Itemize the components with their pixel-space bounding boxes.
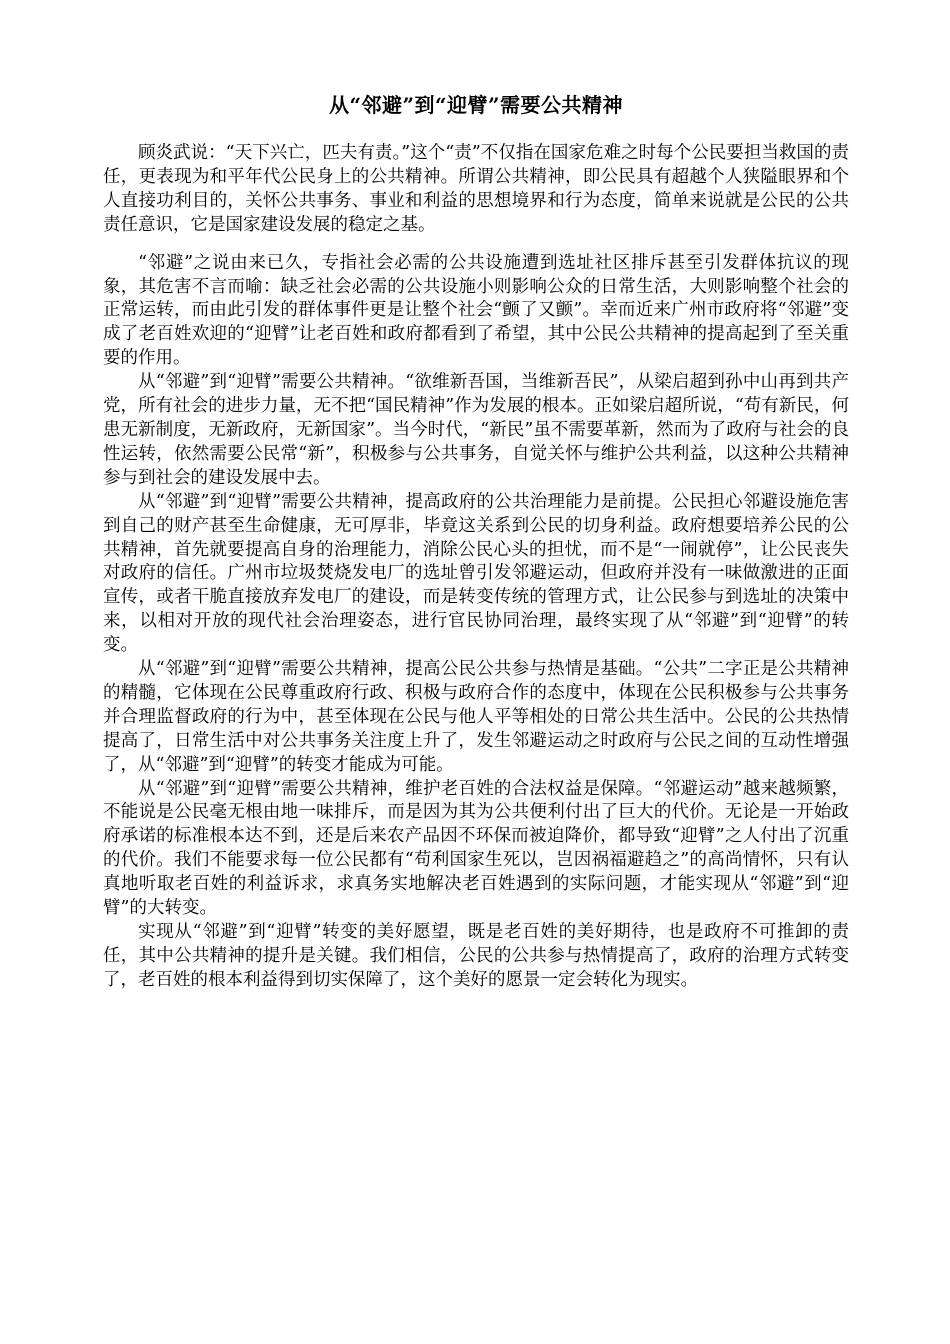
paragraph-7: 实现从“邻避”到“迎臂”转变的美好愿望，既是老百姓的美好期待，也是政府不可推卸的责任，其中公共精神的提升是关键。我们相信，公民的公共参与热情提高了，政府的治理方式转变了，老百姓的根本利益得到切实保障了，这个美好的愿景一定会转化为现实。 [103,922,849,990]
paragraph-2: “邻避”之说由来已久，专指社会必需的公共设施遭到选址社区排斥甚至引发群体抗议的现象，其危害不言而喻：缺乏社会必需的公共设施小则影响公众的日常生活，大则影响整个社会的正常运转，而由此引发的群体事件更是让整个社会“颤了又颤”。幸而近来广州市政府将“邻避”变成了老百姓欢迎的“迎臂”让老百姓和政府都看到了希望，其中公民公共精神的提高起到了至关重要的作用。 [103,252,849,369]
paragraph-4: 从“邻避”到“迎臂”需要公共精神，提高政府的公共治理能力是前提。公民担心邻避设施危害到自己的财产甚至生命健康，无可厚非，毕竟这关系到公民的切身利益。政府想要培养公民的公共精神，首先就要提高自身的治理能力，消除公民心头的担忧，而不是“一闹就停”，让公民丧失对政府的信任。广州市垃圾焚烧发电厂的选址曾引发邻避运动，但政府并没有一味做激进的正面宣传，或者干脆直接放弃发电厂的建设，而是转变传统的管理方式，让公民参与到选址的决策中来，以相对开放的现代社会治理姿态，进行官民协同治理，最终实现了从“邻避”到“迎臂”的转变。 [103,491,849,656]
paragraph-5: 从“邻避”到“迎臂”需要公共精神，提高公民公共参与热情是基础。“公共”二字正是公共精神的精髓，它体现在公民尊重政府行政、积极与政府合作的态度中，体现在公民积极参与公共事务并合理监督政府的行为中，甚至体现在公民与他人平等相处的日常公共生活中。公民的公共热情提高了，日常生活中对公共事务关注度上升了，发生邻避运动之时政府与公民之间的互动性增强了，从“邻避”到“迎臂”的转变才能成为可能。 [103,659,849,775]
paragraph-6: 从“邻避”到“迎臂”需要公共精神，维护老百姓的合法权益是保障。“邻避运动”越来越频繁，不能说是公民毫无根由地一味排斥，而是因为其为公共便利付出了巨大的代价。无论是一开始政府承诺的标准根本达不到，还是后来农产品因不环保而被迫降价，都导致“迎臂”之人付出了沉重的代价。我们不能要求每一位公民都有“苟利国家生死以，岂因祸福避趋之”的高尚情怀，只有认真地听取老百姓的利益诉求，求真务实地解决老百姓遇到的实际问题，才能实现从“邻避”到“迎臂”的大转变。 [103,778,849,919]
paragraph-1: 顾炎武说：“天下兴亡，匹夫有责。”这个“责”不仅指在国家危难之时每个公民要担当救国的责任，更表现为和平年代公民身上的公共精神。所谓公共精神，即公民具有超越个人狭隘眼界和个人直接功利目的，关怀公共事务、事业和利益的思想境界和行为态度，简单来说就是公民的公共责任意识，它是国家建设发展的稳定之基。 [103,143,849,235]
document-page [103,92,849,993]
paragraph-3: 从“邻避”到“迎臂”需要公共精神。“欲维新吾国，当维新吾民”，从梁启超到孙中山再到共产党，所有社会的进步力量，无不把“国民精神”作为发展的根本。正如梁启超所说，“苟有新民，何患无新制度，无新政府，无新国家”。当今时代，“新民”虽不需要革新，然而为了政府与社会的良性运转，依然需要公民常“新”，积极参与公共事务，自觉关怀与维护公共利益，以这种公共精神参与到社会的建设发展中去。 [103,372,849,488]
document-title: 从“邻避”到“迎臂”需要公共精神 [328,93,623,117]
